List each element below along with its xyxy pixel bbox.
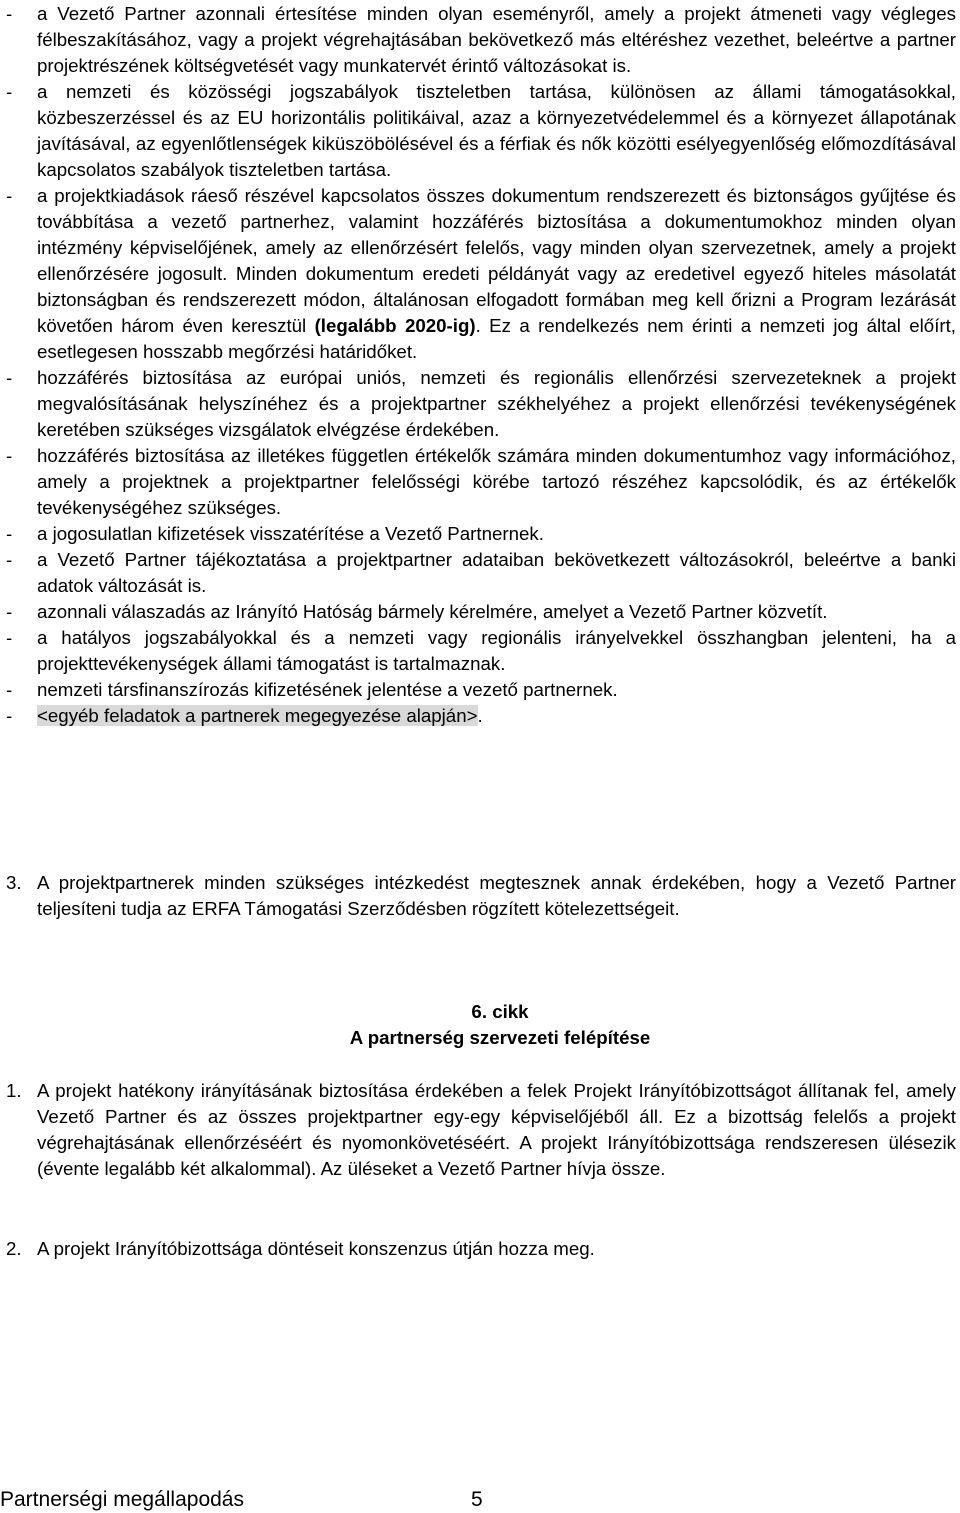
list-item — [6, 547, 956, 599]
list-item — [6, 677, 956, 703]
list-item — [6, 183, 956, 365]
list-marker: - — [6, 601, 13, 622]
list-marker: - — [6, 627, 13, 648]
list-item — [6, 625, 956, 677]
numbered-item — [6, 1078, 956, 1182]
page-number: 5 — [471, 1488, 483, 1511]
list-item — [6, 521, 956, 547]
list-item-text: a hatályos jogszabályokkal és a nemzeti vagy regionális irányelvekkel összhangban jelenteni, ha a projekttevékenységek állami támogatást is tartalmaznak. — [37, 627, 956, 674]
numbered-paragraph-3 — [6, 870, 956, 922]
list-item — [6, 1, 956, 79]
list-item — [6, 443, 956, 521]
item-number: 3. — [6, 872, 22, 893]
paragraph-text: A projektpartnerek minden szükséges intézkedést megtesznek annak érdekében, hogy a Vezető Partner teljesíteni tudja az ERFA Támogatási Szerződésben rögzített kötelezettségeit. — [37, 872, 956, 919]
list-marker: - — [6, 523, 13, 544]
obligations-list — [6, 1, 956, 729]
numbered-item — [6, 1236, 956, 1262]
list-item-text: nemzeti társfinanszírozás kifizetésének jelentése a vezető partnernek. — [37, 679, 618, 700]
list-marker: - — [6, 367, 13, 388]
numbered-paragraph-2 — [6, 1236, 956, 1262]
list-marker: - — [6, 679, 13, 700]
list-item-text-part: . — [477, 705, 483, 726]
list-marker: - — [6, 81, 13, 102]
list-item-text: a nemzeti és közösségi jogszabályok tiszteletben tartása, különösen az állami támogatásokkal, közbeszerzéssel és az EU horizontális politikáival, azaz a környezetvédelemmel és a környezet állapotának javításával, az egyenlőtlenségek kiküszöbölésével és a férfiak és nők közötti esélyegyenlőség előmozdításával kapcsolatos szabályok tiszteletben tartása. — [37, 81, 956, 180]
list-item-text: a Vezető Partner azonnali értesítése minden olyan eseményről, amely a projekt átmeneti vagy végleges félbeszakításához, vagy a projekt végrehajtásában bekövetkező más eltéréshez vezethet, beleértve a partner projektrészének költségvetését vagy munkatervét érintő változásokat is. — [37, 3, 956, 76]
list-item-text — [37, 183, 956, 365]
article-number: 6. cikk — [471, 1001, 529, 1022]
list-item-text: hozzáférés biztosítása az európai uniós, nemzeti és regionális ellenőrzési szervezeteknek a projekt megvalósításának helyszínéhez és a projektpartner székhelyéhez a projekt ellenőrzési tevékenységének keretében szükséges vizsgálatok elvégzése érdekében. — [37, 367, 956, 440]
list-item — [6, 599, 956, 625]
list-marker: - — [6, 445, 13, 466]
list-item-text-part: . Ez a rendelkezés nem érinti a nemzeti jog által előírt, esetlegesen hosszabb megőrzési határidőket. — [37, 315, 956, 362]
list-item-text: azonnali válaszadás az Irányító Hatóság bármely kérelmére, amelyet a Vezető Partner közvetít. — [37, 601, 828, 622]
list-marker: - — [6, 3, 13, 24]
list-item-text — [37, 703, 956, 729]
item-number: 1. — [6, 1080, 22, 1101]
list-item-text: a jogosulatlan kifizetések visszatérítése a Vezető Partnernek. — [37, 523, 544, 544]
numbered-paragraph-1 — [6, 1078, 956, 1182]
numbered-item — [6, 870, 956, 922]
list-marker: - — [6, 185, 13, 206]
list-item — [6, 365, 956, 443]
list-item-text: hozzáférés biztosítása az illetékes független értékelők számára minden dokumentumhoz vagy információhoz, amely a projektnek a projektpartner felelősségi körébe tartozó részéhez kapcsolódik, és az értékelők tevékenységéhez szükséges. — [37, 445, 956, 518]
highlighted-placeholder: <egyéb feladatok a partnerek megegyezése alapján> — [37, 705, 478, 726]
paragraph-text: A projekt Irányítóbizottsága döntéseit konszenzus útján hozza meg. — [37, 1238, 595, 1259]
item-number: 2. — [6, 1238, 22, 1259]
list-marker: - — [6, 549, 13, 570]
list-item — [6, 703, 956, 729]
list-item — [6, 79, 956, 183]
list-item-text-part: a projektkiadások ráeső részével kapcsolatos összes dokumentum rendszerezett és biztonságos gyűjtése és továbbítása a vezető partnerhez, valamint hozzáférés biztosítása a dokumentumokhoz minden olyan intézmény képviselőjének, amely az ellenőrzésért felelős, vagy minden olyan szervezetnek, amely a projekt ellenőrzésére jogosult. Minden dokumentum eredeti példányát vagy az eredetivel egyező hiteles másolatát biztonságban és rendszerezett módon, általánosan elfogadott formában meg kell őrizni a Program lezárását követően három éven keresztül — [37, 185, 956, 336]
list-item-text: a Vezető Partner tájékoztatása a projektpartner adataiban bekövetkezett változásokról, beleértve a banki adatok változását is. — [37, 549, 956, 596]
list-marker: - — [6, 705, 13, 726]
article-title: A partnerség szervezeti felépítése — [349, 1027, 651, 1048]
footer-title: Partnerségi megállapodás — [0, 1488, 244, 1511]
paragraph-text: A projekt hatékony irányításának biztosítása érdekében a felek Projekt Irányítóbizottságot állítanak fel, amely Vezető Partner és az összes projektpartner egy-egy képviselőjéből áll. Ez a bizottság felelős a projekt végrehajtásának ellenőrzéséért és nyomonkövetéséért. A projekt Irányítóbizottsága rendszeresen ülésezik (évente legalább két alkalommal). Az üléseket a Vezető Partner hívja össze. — [37, 1080, 956, 1179]
page-footer — [0, 1487, 483, 1513]
deadline-bold: (legalább 2020-ig) — [314, 315, 476, 336]
